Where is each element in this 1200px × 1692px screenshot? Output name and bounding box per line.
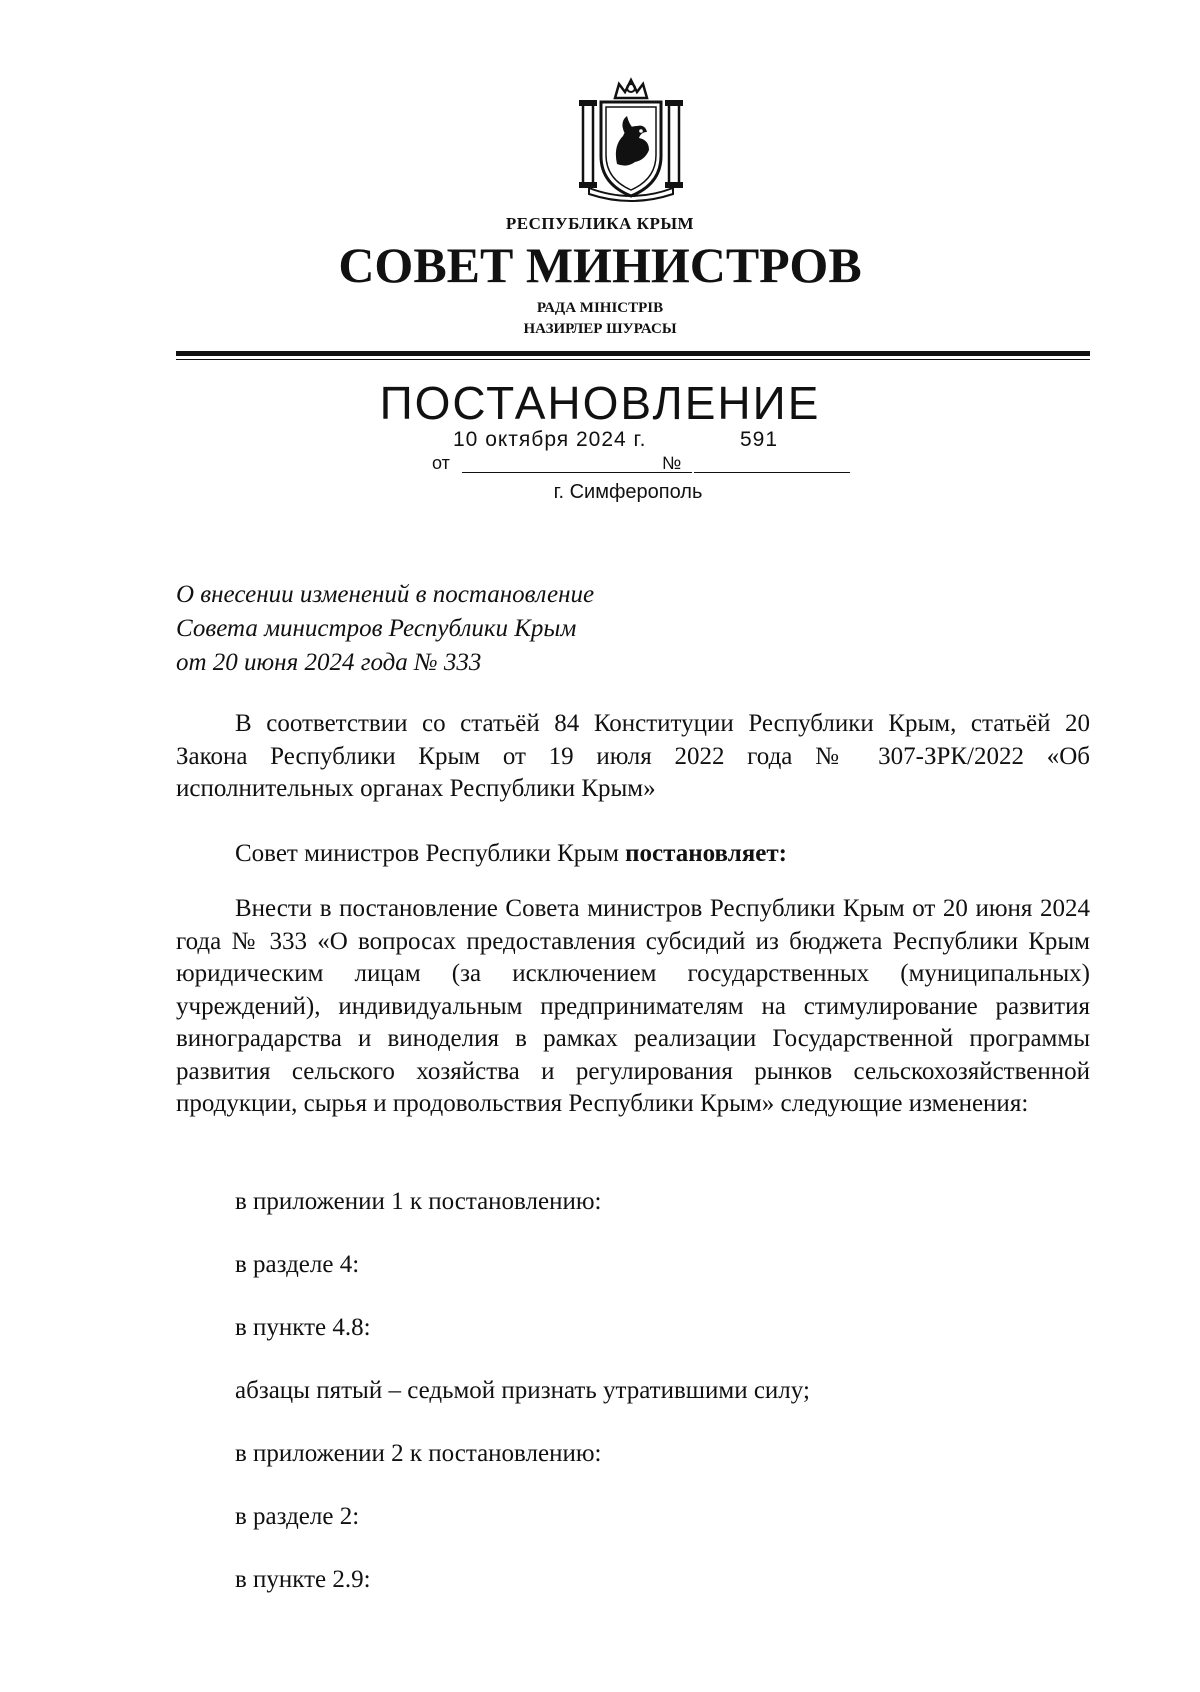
date-underline <box>462 472 692 473</box>
document-type-title: ПОСТАНОВЛЕНИЕ <box>379 377 821 429</box>
basis-paragraph: В соответствии со статьёй 84 Конституции Республики Крым, статьёй 20 Закона Республики Крым от 19 июля 2022 года № 307-ЗРК/2022 «Об исполнительных органах Республики Крым» <box>176 710 1090 802</box>
document-date: 10 октября 2024 г. <box>453 428 647 451</box>
decree-verb: постановляет: <box>625 840 787 867</box>
list-item: в приложении 2 к постановлению: <box>235 1440 602 1467</box>
council-title-ukrainian: РАДА МІНІСТРІВ <box>536 300 664 316</box>
council-title-crimean-tatar: НАЗИРЛЕР ШУРАСЫ <box>523 321 677 337</box>
number-label: № <box>662 453 682 473</box>
decree-paragraph <box>176 838 1090 871</box>
decree-prefix: Совет министров Республики Крым <box>235 840 619 867</box>
document-number: 591 <box>740 428 779 451</box>
coat-of-arms-icon <box>575 76 687 204</box>
number-underline <box>694 472 850 473</box>
subject-line: от 20 июня 2024 года № 333 <box>176 649 482 676</box>
subject-line: О внесении изменений в постановление <box>176 581 595 608</box>
header-divider-thin <box>176 359 1090 360</box>
document-subject <box>176 578 776 680</box>
list-item: в пункте 4.8: <box>235 1314 371 1341</box>
council-title: СОВЕТ МИНИСТРОВ <box>338 237 862 293</box>
subject-line: Совета министров Республики Крым <box>176 615 577 642</box>
list-item: в разделе 4: <box>235 1251 360 1278</box>
from-label: от <box>432 453 450 473</box>
republic-name: РЕСПУБЛИКА КРЫМ <box>505 214 695 233</box>
city-name: г. Симферополь <box>553 481 703 503</box>
list-item: в пункте 2.9: <box>235 1566 371 1593</box>
date-number-line <box>432 453 852 477</box>
header-divider-thick <box>176 351 1090 356</box>
list-item: в разделе 2: <box>235 1503 360 1530</box>
list-item: в приложении 1 к постановлению: <box>235 1188 602 1215</box>
amendment-paragraph: Внести в постановление Совета министров Республики Крым от 20 июня 2024 года № 333 «О вопросах предоставления субсидий из бюджета Республики Крым юридическим лицам (за исключением государственных (муниципальных) учреждений), индивидуальным предпринимателям на стимулирование развития виноградарства и виноделия в рамках реализации Государственной программы развития сельского хозяйства и регулирования рынков сельскохозяйственной продукции, сырья и продовольствия Республики Крым» следующие изменения: <box>176 895 1090 1117</box>
list-item: абзацы пятый – седьмой признать утратившими силу; <box>235 1377 810 1404</box>
